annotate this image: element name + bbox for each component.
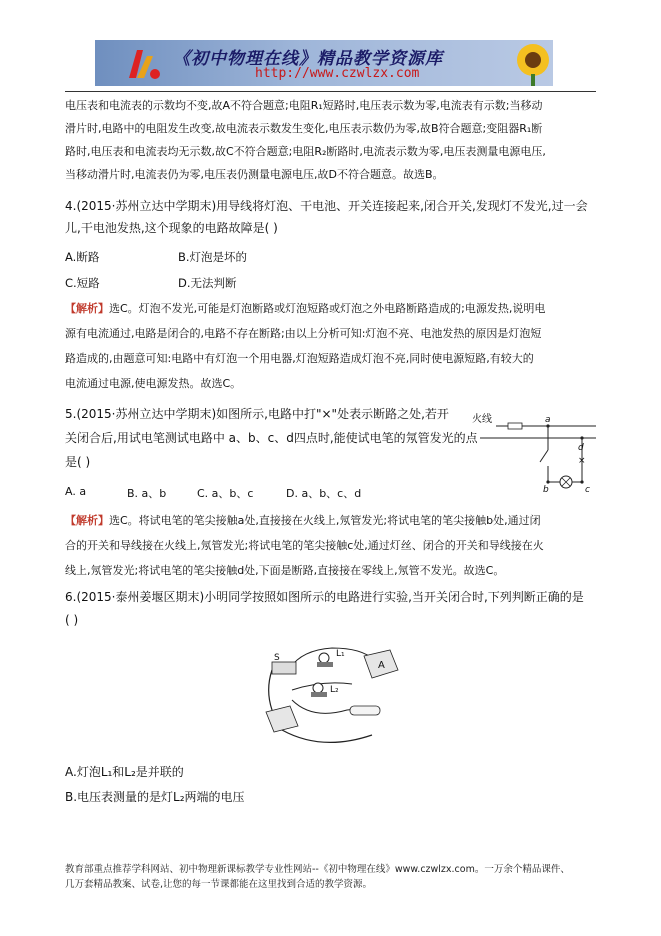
q5-analysis-text: 选C。将试电笔的笔尖接触a处,直接接在火线上,氖管发光;将试电笔的笔尖接触b处,通过闭 [109, 514, 541, 527]
q5-analysis-line: 线上,氖管发光;将试电笔的笔尖接触d处,下面是断路,直接接在零线上,氖管不发光。故选C。 [65, 564, 505, 577]
point-a-label: a [545, 415, 551, 425]
lamp1-label: L₁ [336, 649, 345, 659]
q4-analysis-text: 选C。灯泡不发光,可能是灯泡断路或灯泡短路或灯泡之外电路断路造成的;电源发热,说明电 [109, 302, 546, 315]
intro-line: 路时,电压表和电流表均无示数,故C不符合题意;电阻R₂断路时,电流表示数为零,电压表测量电源电压, [65, 145, 546, 158]
q5-analysis-line [65, 512, 541, 528]
q4-option-b: B.灯泡是坏的 [178, 250, 248, 264]
q5-stem-line: 5.(2015·苏州立达中学期末)如图所示,电路中打"×"处表示断路之处,若开 [65, 407, 449, 421]
lamp2-label: L₂ [330, 685, 339, 695]
q4-analysis-line [65, 300, 545, 316]
q4-analysis-line: 路造成的,由题意可知:电路中有灯泡一个用电器,灯泡短路造成灯泡不亮,同时使电源短路,有较大的 [65, 352, 534, 365]
ammeter-label: A [378, 660, 385, 671]
live-wire-label: 火线 [472, 414, 492, 425]
header-banner [95, 40, 553, 86]
q4-option-a: A.断路 [65, 250, 100, 264]
q6-stem-line: ( ) [65, 613, 79, 627]
q6-option-a: A.灯泡L₁和L₂是并联的 [65, 765, 184, 779]
q5-option-c: C. a、b、c [197, 487, 254, 500]
point-b-label: b [543, 485, 549, 495]
q4-stem-line: 儿,干电池发热,这个现象的电路故障是( ) [65, 221, 278, 235]
break-mark-label: × [578, 456, 586, 466]
q6-stem-line: 6.(2015·泰州姜堰区期末)小明同学按照如图所示的电路进行实验,当开关闭合时,下列判断正确的是 [65, 590, 584, 604]
intro-line: 滑片时,电路中的电阻发生改变,故电流表示数发生变化,电压表示数仍为零,故B符合题意;变阻器R₁断 [65, 122, 543, 135]
analysis-tag: 【解析】 [65, 302, 109, 315]
q5-option-a: A. a [65, 485, 87, 498]
switch-label: S [274, 653, 280, 663]
intro-line: 电压表和电流表的示数均不变,故A不符合题意;电阻R₁短路时,电压表示数为零,电流表有示数;当移动 [65, 99, 543, 112]
q5-option-b: B. a、b [127, 487, 167, 500]
q5-option-d: D. a、b、c、d [286, 487, 362, 500]
q4-analysis-line: 源有电流通过,电路是闭合的,电路不存在断路;由以上分析可知:灯泡不亮、电池发热的原因是灯泡短 [65, 327, 542, 340]
q6-option-b: B.电压表测量的是灯L₂两端的电压 [65, 790, 245, 804]
page-footer [65, 862, 605, 892]
site-logo-icon [123, 44, 163, 84]
header-url: http://www.czwlzx.com [255, 66, 420, 81]
q4-stem-line: 4.(2015·苏州立达中学期末)用导线将灯泡、干电池、开关连接起来,闭合开关,发现灯不发光,过一会 [65, 199, 588, 213]
footer-line: 几万套精品教案、试卷,让您的每一节课都能在这里找到合适的教学资源。 [65, 879, 373, 890]
analysis-tag: 【解析】 [65, 514, 109, 527]
footer-line: 教育部重点推荐学科网站、初中物理新课标教学专业性网站--《初中物理在线》www.czwlzx.com。一万余个精品课件、 [65, 864, 570, 875]
intro-line: 当移动滑片时,电流表仍为零,电压表仍测量电源电压,故D不符合题意。故选B。 [65, 168, 444, 181]
header-title: 《初中物理在线》精品教学资源库 [173, 49, 443, 69]
q4-option-c: C.短路 [65, 276, 100, 290]
q5-stem-line: 关闭合后,用试电笔测试电路中 a、b、c、d四点时,能使试电笔的氖管发光的点 [65, 431, 478, 445]
sunflower-icon [513, 40, 553, 86]
q5-analysis-line: 合的开关和导线接在火线上,氖管发光;将试电笔的笔尖接触c处,通过灯丝、闭合的开关和导线接在火 [65, 539, 544, 552]
q6-circuit-photo [262, 640, 402, 750]
header-divider [65, 91, 596, 92]
q5-circuit-diagram [470, 410, 600, 495]
q4-option-d: D.无法判断 [178, 276, 237, 290]
point-c-label: c [585, 485, 590, 495]
q5-stem-line: 是( ) [65, 455, 91, 469]
q4-analysis-line: 电流通过电源,使电源发热。故选C。 [65, 377, 242, 390]
point-d-label: d [578, 443, 584, 453]
